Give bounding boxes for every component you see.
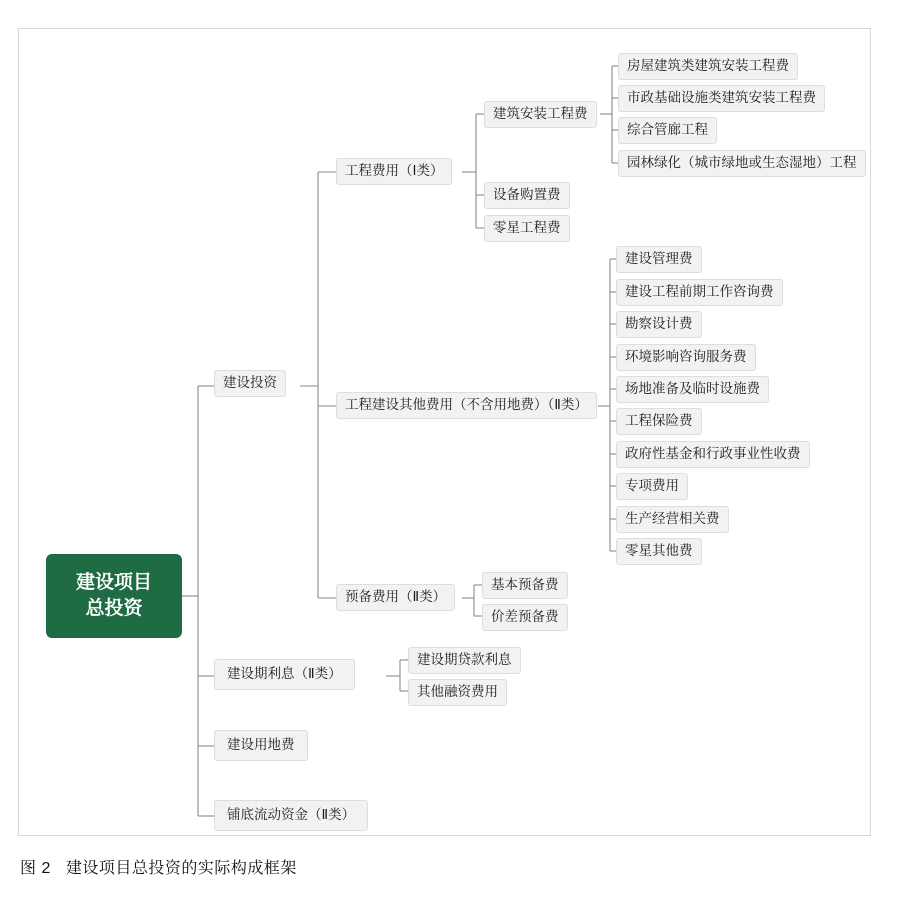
node-reserve-child-0: 基本预备费 [482,572,568,599]
node-interest-child-0: 建设期贷款利息 [408,647,521,674]
node-engineering-child-0: 建筑安装工程费 [484,101,597,128]
root-line-1: 建设项目 [75,572,152,594]
figure-caption-text: 建设项目总投资的实际构成框架 [65,860,297,877]
node-level1-3: 铺底流动资金（Ⅱ类） [214,800,368,831]
node-otherfee-child-8: 生产经营相关费 [616,506,729,533]
node-otherfee-child-7: 专项费用 [616,473,688,500]
node-interest-child-1: 其他融资费用 [408,679,507,706]
node-reserve-child-1: 价差预备费 [482,604,568,631]
figure-caption-label: 图 2 [20,860,51,877]
figure-caption [20,855,297,878]
node-otherfee-child-3: 环境影响咨询服务费 [616,344,756,371]
node-level1-1: 建设期利息（Ⅱ类） [214,659,355,690]
node-level2-2: 预备费用（Ⅱ类） [336,584,455,611]
root-line-2: 总投资 [85,598,143,619]
node-engineering-child-2: 零星工程费 [484,215,570,242]
node-level2-0: 工程费用（Ⅰ类） [336,158,452,185]
node-otherfee-child-2: 勘察设计费 [616,311,702,338]
node-install-child-0: 房屋建筑类建筑安装工程费 [618,53,798,80]
node-install-child-2: 综合管廊工程 [618,117,717,144]
node-otherfee-child-0: 建设管理费 [616,246,702,273]
node-install-child-1: 市政基础设施类建筑安装工程费 [618,85,825,112]
node-level2-1: 工程建设其他费用（不含用地费）（Ⅱ类） [336,392,597,419]
node-level1-0: 建设投资 [214,370,286,397]
node-engineering-child-1: 设备购置费 [484,182,570,209]
node-otherfee-child-9: 零星其他费 [616,538,702,565]
node-otherfee-child-6: 政府性基金和行政事业性收费 [616,441,810,468]
node-otherfee-child-5: 工程保险费 [616,408,702,435]
node-level1-2: 建设用地费 [214,730,308,761]
node-otherfee-child-1: 建设工程前期工作咨询费 [616,279,783,306]
node-otherfee-child-4: 场地准备及临时设施费 [616,376,769,403]
root-node [46,554,182,638]
node-install-child-3: 园林绿化（城市绿地或生态湿地）工程 [618,150,866,177]
